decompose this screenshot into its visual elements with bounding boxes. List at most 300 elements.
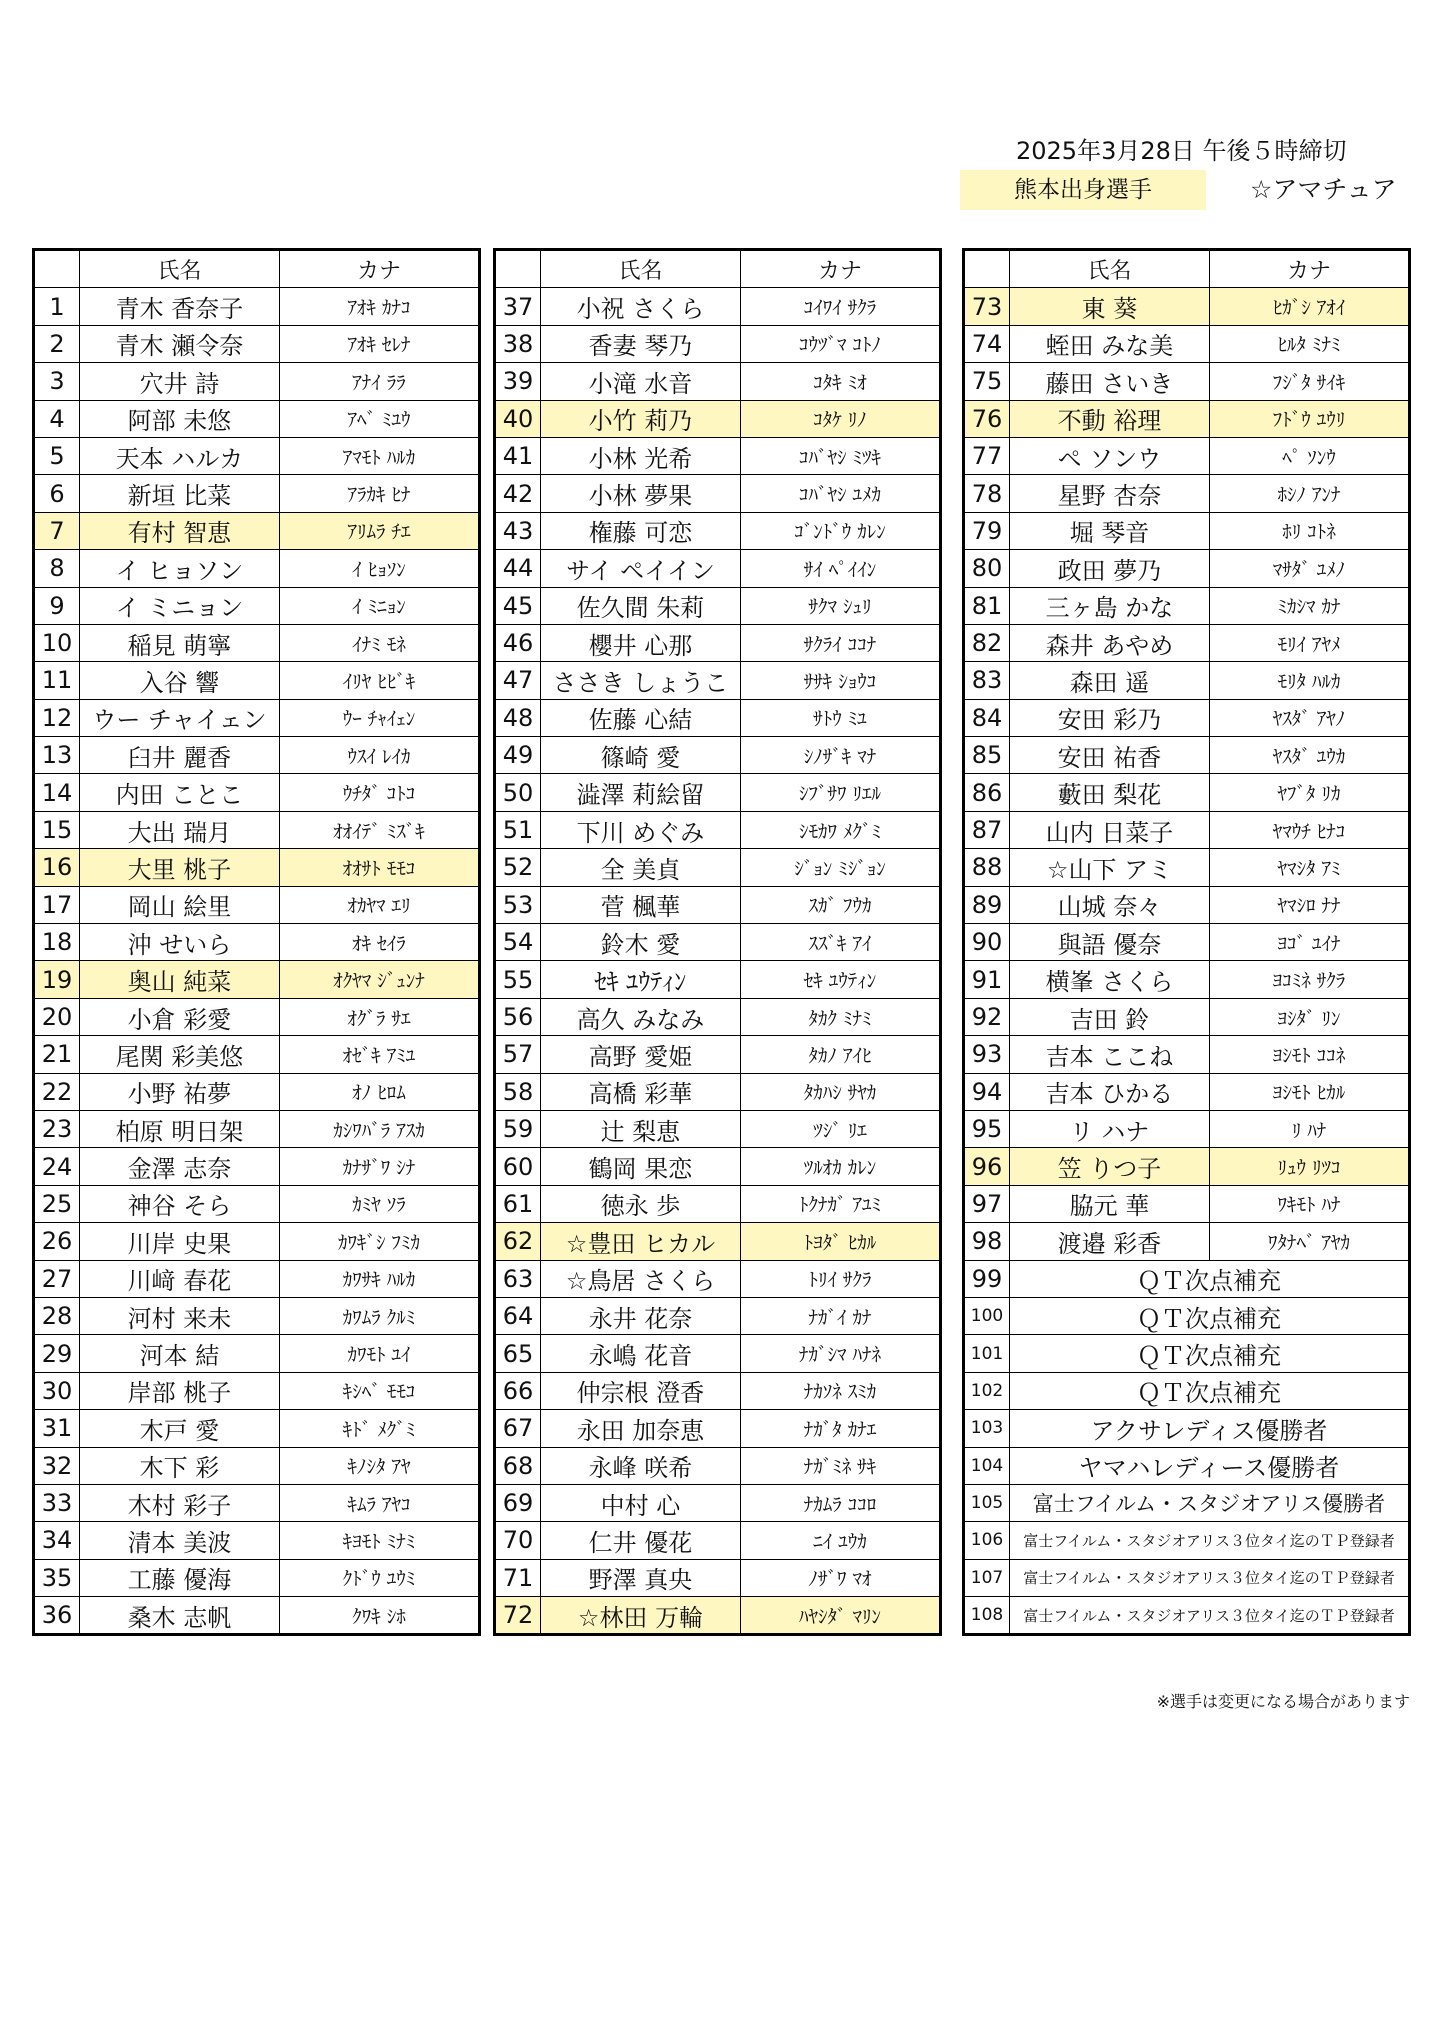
row-number: 80 bbox=[964, 550, 1010, 587]
player-kana: ｼﾞｮﾝ ﾐｼﾞｮﾝ bbox=[741, 849, 941, 886]
table-row bbox=[964, 512, 1410, 549]
row-number: 25 bbox=[34, 1185, 80, 1222]
player-name: 工藤 優海 bbox=[80, 1559, 280, 1596]
row-number: 7 bbox=[34, 512, 80, 549]
row-number: 77 bbox=[964, 437, 1010, 474]
player-kana: ｱﾘﾑﾗ ﾁｴ bbox=[280, 512, 480, 549]
table-row bbox=[34, 325, 480, 362]
table-row bbox=[34, 1185, 480, 1222]
footnote: ※選手は変更になる場合があります bbox=[1156, 1692, 1410, 1711]
player-kana: ﾅｶﾞｲ ｶﾅ bbox=[741, 1297, 941, 1334]
player-kana: ｱｵｷ ｶﾅｺ bbox=[280, 288, 480, 325]
row-number: 93 bbox=[964, 1036, 1010, 1073]
header-kana: カナ bbox=[280, 250, 480, 288]
player-kana: ﾓﾘｲ ｱﾔﾒ bbox=[1210, 624, 1410, 661]
row-number: 59 bbox=[495, 1110, 541, 1147]
player-name: 沖 せいら bbox=[80, 924, 280, 961]
player-kana: ﾅｶﾞｼﾏ ﾊﾅﾈ bbox=[741, 1335, 941, 1372]
player-name: 仲宗根 澄香 bbox=[541, 1372, 741, 1409]
player-name: 不動 裕理 bbox=[1010, 400, 1210, 437]
header-name: 氏名 bbox=[541, 250, 741, 288]
player-kana: ｼﾉｻﾞｷ ﾏﾅ bbox=[741, 737, 941, 774]
player-name: 桑木 志帆 bbox=[80, 1597, 280, 1635]
row-number: 24 bbox=[34, 1148, 80, 1185]
table-row bbox=[34, 437, 480, 474]
player-name: 藤田 さいき bbox=[1010, 363, 1210, 400]
player-name: 鶴岡 果恋 bbox=[541, 1148, 741, 1185]
table-row bbox=[495, 1597, 941, 1635]
player-name: 篠崎 愛 bbox=[541, 737, 741, 774]
player-kana: ﾔｽﾀﾞ ｱﾔﾉ bbox=[1210, 699, 1410, 736]
player-kana: ﾀｶﾊｼ ｻﾔｶ bbox=[741, 1073, 941, 1110]
row-number: 72 bbox=[495, 1597, 541, 1635]
player-name: 佐藤 心結 bbox=[541, 699, 741, 736]
row-number: 42 bbox=[495, 475, 541, 512]
table-row bbox=[495, 587, 941, 624]
row-number: 38 bbox=[495, 325, 541, 362]
player-kana: ｱﾏﾓﾄ ﾊﾙｶ bbox=[280, 437, 480, 474]
table-row bbox=[964, 550, 1410, 587]
player-kana: ﾌﾄﾞｳ ﾕｳﾘ bbox=[1210, 400, 1410, 437]
row-number: 8 bbox=[34, 550, 80, 587]
table-row bbox=[495, 1036, 941, 1073]
player-name: 蛭田 みな美 bbox=[1010, 325, 1210, 362]
row-number: 75 bbox=[964, 363, 1010, 400]
player-name: 吉田 鈴 bbox=[1010, 998, 1210, 1035]
qualifier-cell: ＱＴ次点補充 bbox=[1010, 1335, 1410, 1372]
player-name: 野澤 真央 bbox=[541, 1559, 741, 1596]
player-name: 中村 心 bbox=[541, 1484, 741, 1521]
player-name: 香妻 琴乃 bbox=[541, 325, 741, 362]
table-row bbox=[495, 924, 941, 961]
player-name: 安田 祐香 bbox=[1010, 737, 1210, 774]
header-kana: カナ bbox=[1210, 250, 1410, 288]
player-name: 小林 夢果 bbox=[541, 475, 741, 512]
row-number: 14 bbox=[34, 774, 80, 811]
table-row bbox=[34, 737, 480, 774]
player-name: サイ ペイイン bbox=[541, 550, 741, 587]
row-number: 101 bbox=[964, 1335, 1010, 1372]
table-row bbox=[964, 1522, 1410, 1559]
player-name: ☆鳥居 さくら bbox=[541, 1260, 741, 1297]
table-row bbox=[495, 437, 941, 474]
table-row bbox=[495, 1484, 941, 1521]
player-name: 星野 杏奈 bbox=[1010, 475, 1210, 512]
row-number: 30 bbox=[34, 1372, 80, 1409]
player-name: 稲見 萌寧 bbox=[80, 624, 280, 661]
player-kana: ｽｽﾞｷ ｱｲ bbox=[741, 924, 941, 961]
player-name: 鈴木 愛 bbox=[541, 924, 741, 961]
player-name: 小林 光希 bbox=[541, 437, 741, 474]
player-name: 奥山 純菜 bbox=[80, 961, 280, 998]
row-number: 55 bbox=[495, 961, 541, 998]
player-kana: ｶﾅｻﾞﾜ ｼﾅ bbox=[280, 1148, 480, 1185]
row-number: 86 bbox=[964, 774, 1010, 811]
player-kana: ﾄﾘｲ ｻｸﾗ bbox=[741, 1260, 941, 1297]
player-name: 辻 梨恵 bbox=[541, 1110, 741, 1147]
player-name: 森田 遥 bbox=[1010, 662, 1210, 699]
player-name: 川岸 史果 bbox=[80, 1223, 280, 1260]
table-row bbox=[34, 1410, 480, 1447]
table-row bbox=[495, 475, 941, 512]
table-row bbox=[34, 1223, 480, 1260]
player-kana: ﾋｶﾞｼ ｱｵｲ bbox=[1210, 288, 1410, 325]
row-number: 27 bbox=[34, 1260, 80, 1297]
table-row bbox=[495, 849, 941, 886]
table-row bbox=[495, 1110, 941, 1147]
player-name: ｾｷ ﾕｳﾃｨﾝ bbox=[541, 961, 741, 998]
table-row bbox=[495, 811, 941, 848]
table-row bbox=[964, 363, 1410, 400]
table-row bbox=[964, 1297, 1410, 1334]
player-kana: ｻﾄｳ ﾐﾕ bbox=[741, 699, 941, 736]
row-number: 4 bbox=[34, 400, 80, 437]
player-name: 岡山 絵里 bbox=[80, 886, 280, 923]
player-name: 全 美貞 bbox=[541, 849, 741, 886]
table-row bbox=[964, 1260, 1410, 1297]
deadline-text: 2025年3月28日 午後５時締切 bbox=[1016, 137, 1347, 165]
header-name: 氏名 bbox=[80, 250, 280, 288]
player-name: 吉本 ここね bbox=[1010, 1036, 1210, 1073]
row-number: 108 bbox=[964, 1597, 1010, 1635]
row-number: 67 bbox=[495, 1410, 541, 1447]
player-kana: ｶﾐﾔ ｿﾗ bbox=[280, 1185, 480, 1222]
player-kana: ｻｻｷ ｼｮｳｺ bbox=[741, 662, 941, 699]
table-row bbox=[495, 512, 941, 549]
player-kana: ｲ ﾐﾆｮﾝ bbox=[280, 587, 480, 624]
qualifier-cell: ＱＴ次点補充 bbox=[1010, 1372, 1410, 1409]
player-table-1 bbox=[32, 248, 481, 1636]
player-name: 入谷 響 bbox=[80, 662, 280, 699]
qualifier-cell: アクサレディス優勝者 bbox=[1010, 1410, 1410, 1447]
player-name: 佐久間 朱莉 bbox=[541, 587, 741, 624]
row-number: 41 bbox=[495, 437, 541, 474]
player-name: 櫻井 心那 bbox=[541, 624, 741, 661]
player-kana: ｺﾞﾝﾄﾞｳ ｶﾚﾝ bbox=[741, 512, 941, 549]
player-name: 木下 彩 bbox=[80, 1447, 280, 1484]
row-number: 49 bbox=[495, 737, 541, 774]
player-name: 永嶋 花音 bbox=[541, 1335, 741, 1372]
table-row bbox=[34, 1372, 480, 1409]
row-number: 6 bbox=[34, 475, 80, 512]
player-name: 菅 楓華 bbox=[541, 886, 741, 923]
table-row bbox=[964, 1148, 1410, 1185]
player-kana: ｲ ﾋｮｿﾝ bbox=[280, 550, 480, 587]
player-name: 天本 ハルカ bbox=[80, 437, 280, 474]
player-name: 安田 彩乃 bbox=[1010, 699, 1210, 736]
player-kana: ｶﾜﾑﾗ ｸﾙﾐ bbox=[280, 1297, 480, 1334]
row-number: 18 bbox=[34, 924, 80, 961]
player-name: 山内 日菜子 bbox=[1010, 811, 1210, 848]
player-kana: ﾔﾏｼﾀ ｱﾐ bbox=[1210, 849, 1410, 886]
player-kana: ｱﾍﾞ ﾐﾕｳ bbox=[280, 400, 480, 437]
row-number: 40 bbox=[495, 400, 541, 437]
row-number: 87 bbox=[964, 811, 1010, 848]
header-kana: カナ bbox=[741, 250, 941, 288]
row-number: 22 bbox=[34, 1073, 80, 1110]
table-header-row bbox=[495, 250, 941, 288]
row-number: 71 bbox=[495, 1559, 541, 1596]
row-number: 2 bbox=[34, 325, 80, 362]
player-kana: ｵｷ ｾｲﾗ bbox=[280, 924, 480, 961]
table-row bbox=[495, 699, 941, 736]
player-kana: ﾄﾖﾀﾞ ﾋｶﾙ bbox=[741, 1223, 941, 1260]
row-number: 89 bbox=[964, 886, 1010, 923]
table-row bbox=[34, 1447, 480, 1484]
player-kana: ｷｼﾍﾞ ﾓﾓｺ bbox=[280, 1372, 480, 1409]
row-number: 84 bbox=[964, 699, 1010, 736]
table-row bbox=[495, 961, 941, 998]
player-kana: ｵｾﾞｷ ｱﾐﾕ bbox=[280, 1036, 480, 1073]
row-number: 23 bbox=[34, 1110, 80, 1147]
row-number: 54 bbox=[495, 924, 541, 961]
table-row bbox=[34, 1073, 480, 1110]
table-row bbox=[495, 624, 941, 661]
row-number: 61 bbox=[495, 1185, 541, 1222]
table-row bbox=[964, 1447, 1410, 1484]
player-name: 清本 美波 bbox=[80, 1522, 280, 1559]
table-row bbox=[34, 1597, 480, 1635]
player-name: 金澤 志奈 bbox=[80, 1148, 280, 1185]
player-name: ☆林田 万輪 bbox=[541, 1597, 741, 1635]
player-kana: ｶｼﾜﾊﾞﾗ ｱｽｶ bbox=[280, 1110, 480, 1147]
player-kana: ｵﾉ ﾋﾛﾑ bbox=[280, 1073, 480, 1110]
header-no bbox=[964, 250, 1010, 288]
row-number: 46 bbox=[495, 624, 541, 661]
player-kana: ｶﾜﾓﾄ ﾕｲ bbox=[280, 1335, 480, 1372]
table-row bbox=[34, 1484, 480, 1521]
player-kana: ｺﾀｷ ﾐｵ bbox=[741, 363, 941, 400]
row-number: 48 bbox=[495, 699, 541, 736]
table-row bbox=[495, 737, 941, 774]
table-row bbox=[964, 1036, 1410, 1073]
player-name: 澁澤 莉絵留 bbox=[541, 774, 741, 811]
table-row bbox=[34, 587, 480, 624]
player-name: 堀 琴音 bbox=[1010, 512, 1210, 549]
table-row bbox=[964, 1223, 1410, 1260]
table-row bbox=[495, 1522, 941, 1559]
player-kana: ﾅｶﾑﾗ ｺｺﾛ bbox=[741, 1484, 941, 1521]
player-name: ☆豊田 ヒカル bbox=[541, 1223, 741, 1260]
player-kana: ﾉｻﾞﾜ ﾏｵ bbox=[741, 1559, 941, 1596]
player-name: 政田 夢乃 bbox=[1010, 550, 1210, 587]
table-row bbox=[964, 587, 1410, 624]
row-number: 70 bbox=[495, 1522, 541, 1559]
row-number: 60 bbox=[495, 1148, 541, 1185]
row-number: 12 bbox=[34, 699, 80, 736]
row-number: 26 bbox=[34, 1223, 80, 1260]
table-row bbox=[34, 1297, 480, 1334]
player-name: 東 葵 bbox=[1010, 288, 1210, 325]
row-number: 17 bbox=[34, 886, 80, 923]
player-name: 新垣 比菜 bbox=[80, 475, 280, 512]
table-row bbox=[495, 1335, 941, 1372]
row-number: 106 bbox=[964, 1522, 1010, 1559]
table-header-row bbox=[964, 250, 1410, 288]
table-row bbox=[495, 998, 941, 1035]
qualifier-cell: ＱＴ次点補充 bbox=[1010, 1260, 1410, 1297]
row-number: 21 bbox=[34, 1036, 80, 1073]
player-name: 大出 瑞月 bbox=[80, 811, 280, 848]
table-row bbox=[964, 475, 1410, 512]
player-name: 永峰 咲希 bbox=[541, 1447, 741, 1484]
player-name: 仁井 優花 bbox=[541, 1522, 741, 1559]
player-name: 森井 あやめ bbox=[1010, 624, 1210, 661]
player-kana: ﾜｷﾓﾄ ﾊﾅ bbox=[1210, 1185, 1410, 1222]
table-row bbox=[34, 924, 480, 961]
player-name: 高野 愛姫 bbox=[541, 1036, 741, 1073]
row-number: 83 bbox=[964, 662, 1010, 699]
table-row bbox=[964, 624, 1410, 661]
player-kana: ﾎｼﾉ ｱﾝﾅ bbox=[1210, 475, 1410, 512]
player-kana: ﾖｼﾀﾞ ﾘﾝ bbox=[1210, 998, 1410, 1035]
player-kana: ﾅｶﾞﾀ ｶﾅｴ bbox=[741, 1410, 941, 1447]
player-name: 青木 香奈子 bbox=[80, 288, 280, 325]
row-number: 81 bbox=[964, 587, 1010, 624]
player-name: 阿部 未悠 bbox=[80, 400, 280, 437]
table-row bbox=[964, 1559, 1410, 1596]
table-row bbox=[34, 550, 480, 587]
player-name: 内田 ことこ bbox=[80, 774, 280, 811]
amateur-note: ☆アマチュア bbox=[1250, 175, 1397, 204]
row-number: 52 bbox=[495, 849, 541, 886]
header-no bbox=[34, 250, 80, 288]
player-name: 三ヶ島 かな bbox=[1010, 587, 1210, 624]
player-kana: ｱﾗｶｷ ﾋﾅ bbox=[280, 475, 480, 512]
table-row bbox=[34, 1522, 480, 1559]
row-number: 39 bbox=[495, 363, 541, 400]
table-row bbox=[34, 699, 480, 736]
table-row bbox=[964, 961, 1410, 998]
row-number: 73 bbox=[964, 288, 1010, 325]
row-number: 102 bbox=[964, 1372, 1010, 1409]
row-number: 58 bbox=[495, 1073, 541, 1110]
player-kana: ｸﾜｷ ｼﾎ bbox=[280, 1597, 480, 1635]
player-kana: ｲﾅﾐ ﾓﾈ bbox=[280, 624, 480, 661]
player-kana: ｺｲﾜｲ ｻｸﾗ bbox=[741, 288, 941, 325]
row-number: 56 bbox=[495, 998, 541, 1035]
table-row bbox=[964, 1073, 1410, 1110]
row-number: 82 bbox=[964, 624, 1010, 661]
player-kana: ｶﾜｷﾞｼ ﾌﾐｶ bbox=[280, 1223, 480, 1260]
player-name: 笠 りつ子 bbox=[1010, 1148, 1210, 1185]
player-name: 高橋 彩華 bbox=[541, 1073, 741, 1110]
row-number: 53 bbox=[495, 886, 541, 923]
table-row bbox=[495, 1148, 941, 1185]
player-kana: ｷﾑﾗ ｱﾔｺ bbox=[280, 1484, 480, 1521]
player-kana: ﾊﾔｼﾀﾞ ﾏﾘﾝ bbox=[741, 1597, 941, 1635]
table-row bbox=[34, 1148, 480, 1185]
player-name: 山城 奈々 bbox=[1010, 886, 1210, 923]
player-kana: ｱﾅｲ ﾗﾗ bbox=[280, 363, 480, 400]
table-row bbox=[964, 699, 1410, 736]
row-number: 69 bbox=[495, 1484, 541, 1521]
table-row bbox=[495, 886, 941, 923]
row-number: 98 bbox=[964, 1223, 1010, 1260]
player-name: 木戸 愛 bbox=[80, 1410, 280, 1447]
table-row bbox=[495, 1185, 941, 1222]
player-kana: ﾜﾀﾅﾍﾞ ｱﾔｶ bbox=[1210, 1223, 1410, 1260]
player-name: ささき しょうこ bbox=[541, 662, 741, 699]
player-name: 川﨑 春花 bbox=[80, 1260, 280, 1297]
row-number: 9 bbox=[34, 587, 80, 624]
player-kana: ﾐｶｼﾏ ｶﾅ bbox=[1210, 587, 1410, 624]
table-row bbox=[34, 774, 480, 811]
qualifier-cell: 富士フイルム・スタジオアリス３位タイ迄のＴＰ登録者 bbox=[1010, 1559, 1410, 1596]
row-number: 91 bbox=[964, 961, 1010, 998]
player-kana: ﾓﾘﾀ ﾊﾙｶ bbox=[1210, 662, 1410, 699]
player-name: 青木 瀬令奈 bbox=[80, 325, 280, 362]
player-kana: ﾖｼﾓﾄ ﾋｶﾙ bbox=[1210, 1073, 1410, 1110]
player-kana: ﾍﾟ ｿﾝｳ bbox=[1210, 437, 1410, 474]
player-name: リ ハナ bbox=[1010, 1110, 1210, 1147]
player-kana: ﾂﾙｵｶ ｶﾚﾝ bbox=[741, 1148, 941, 1185]
table-row bbox=[964, 662, 1410, 699]
row-number: 99 bbox=[964, 1260, 1010, 1297]
row-number: 103 bbox=[964, 1410, 1010, 1447]
table-row bbox=[495, 1559, 941, 1596]
player-name: 渡邉 彩香 bbox=[1010, 1223, 1210, 1260]
row-number: 13 bbox=[34, 737, 80, 774]
table-row bbox=[34, 811, 480, 848]
player-name: 吉本 ひかる bbox=[1010, 1073, 1210, 1110]
table-row bbox=[964, 998, 1410, 1035]
row-number: 36 bbox=[34, 1597, 80, 1635]
player-kana: ﾅｶﾞﾐﾈ ｻｷ bbox=[741, 1447, 941, 1484]
table-row bbox=[34, 1559, 480, 1596]
player-name: 河村 来未 bbox=[80, 1297, 280, 1334]
player-name: 有村 智恵 bbox=[80, 512, 280, 549]
row-number: 10 bbox=[34, 624, 80, 661]
table-row bbox=[34, 512, 480, 549]
row-number: 20 bbox=[34, 998, 80, 1035]
player-kana: ｽｶﾞ ﾌｳｶ bbox=[741, 886, 941, 923]
player-kana: ｳｰ ﾁｬｲｪﾝ bbox=[280, 699, 480, 736]
header-name: 氏名 bbox=[1010, 250, 1210, 288]
player-kana: ﾆｲ ﾕｳｶ bbox=[741, 1522, 941, 1559]
row-number: 62 bbox=[495, 1223, 541, 1260]
player-kana: ﾀｶﾉ ｱｲﾋ bbox=[741, 1036, 941, 1073]
player-kana: ｻｲ ﾍﾟｲｲﾝ bbox=[741, 550, 941, 587]
row-number: 37 bbox=[495, 288, 541, 325]
table-row bbox=[495, 1073, 941, 1110]
row-number: 63 bbox=[495, 1260, 541, 1297]
row-number: 15 bbox=[34, 811, 80, 848]
player-kana: ｳｽｲ ﾚｲｶ bbox=[280, 737, 480, 774]
player-name: 小滝 水音 bbox=[541, 363, 741, 400]
table-row bbox=[964, 400, 1410, 437]
table-row bbox=[964, 811, 1410, 848]
row-number: 35 bbox=[34, 1559, 80, 1596]
qualifier-cell: 富士フイルム・スタジオアリス３位タイ迄のＴＰ登録者 bbox=[1010, 1597, 1410, 1635]
table-row bbox=[495, 1410, 941, 1447]
player-kana: ｺｳﾂﾞﾏ ｺﾄﾉ bbox=[741, 325, 941, 362]
row-number: 29 bbox=[34, 1335, 80, 1372]
row-number: 16 bbox=[34, 849, 80, 886]
table-row bbox=[964, 288, 1410, 325]
player-kana: ﾋﾙﾀ ﾐﾅﾐ bbox=[1210, 325, 1410, 362]
player-name: 木村 彩子 bbox=[80, 1484, 280, 1521]
row-number: 78 bbox=[964, 475, 1010, 512]
player-kana: ﾔｽﾀﾞ ﾕｳｶ bbox=[1210, 737, 1410, 774]
player-name: 臼井 麗香 bbox=[80, 737, 280, 774]
table-row bbox=[964, 1335, 1410, 1372]
player-kana: ｷﾄﾞ ﾒｸﾞﾐ bbox=[280, 1410, 480, 1447]
row-number: 105 bbox=[964, 1484, 1010, 1521]
row-number: 43 bbox=[495, 512, 541, 549]
player-kana: ｵｵｲﾃﾞ ﾐｽﾞｷ bbox=[280, 811, 480, 848]
row-number: 97 bbox=[964, 1185, 1010, 1222]
